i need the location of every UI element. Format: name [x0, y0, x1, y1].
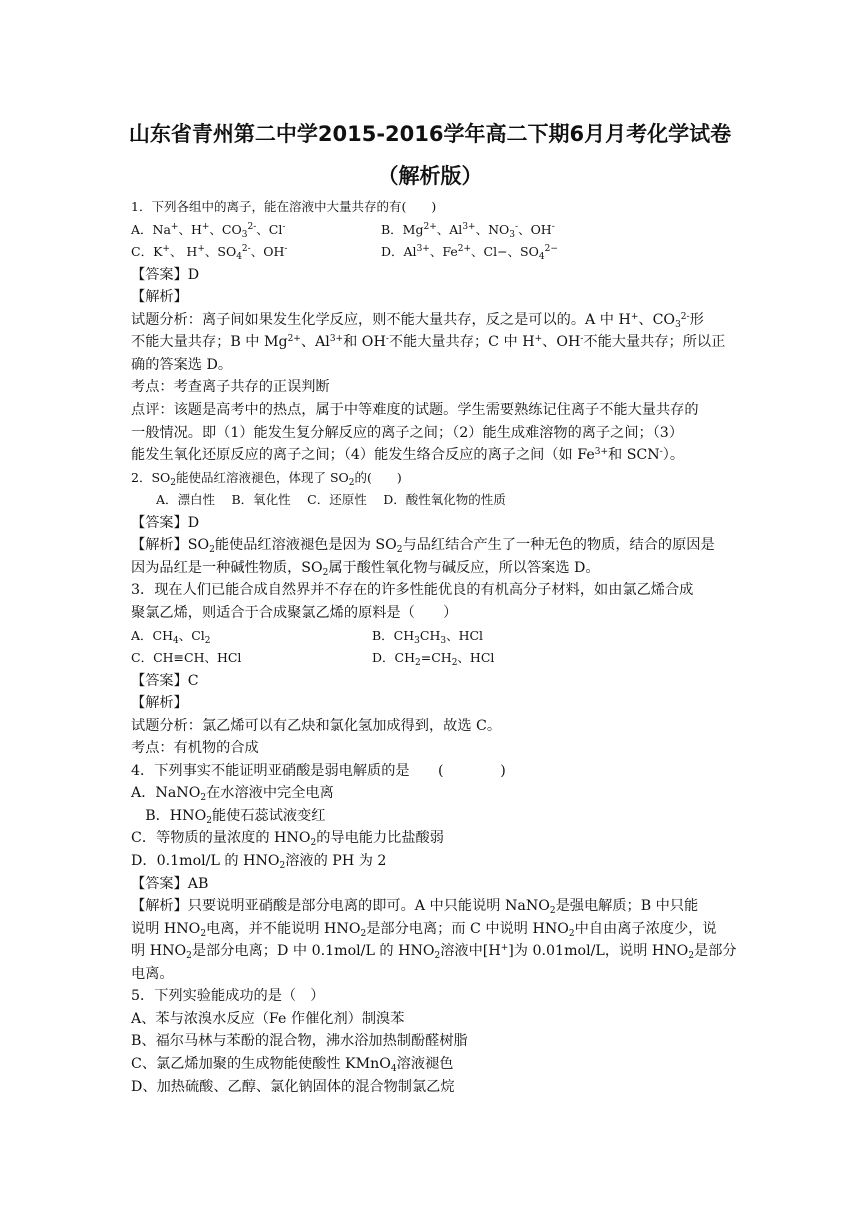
option-column [372, 626, 483, 646]
text-run: 、OH [250, 244, 285, 260]
text-run: 【解析】只要说明亚硝酸是部分电离的即可。A 中只能说明 NaNO [131, 898, 550, 915]
subscript: 2 [200, 928, 207, 939]
text-run: 和 SCN [608, 447, 660, 464]
superscript: - [580, 334, 584, 345]
subscript: 3 [509, 229, 516, 240]
superscript: 3+ [594, 447, 608, 458]
subscript: 2 [568, 928, 575, 939]
text-run: 溶液褪色 [396, 1055, 454, 1072]
text-run: A、苯与浓溴水反应（Fe 作催化剂）制溴苯 [131, 1010, 405, 1027]
superscript: 2+ [287, 334, 301, 345]
text-line [131, 242, 558, 263]
text-run: 、HCl [457, 650, 495, 665]
text-run: 的( ) [354, 469, 402, 485]
text-line [131, 400, 699, 420]
text-run: 2．SO [131, 469, 171, 485]
subscript: 4 [538, 252, 545, 263]
text-run: 聚氯乙烯，则适合于合成聚氯乙烯的原料是（ ） [131, 604, 458, 621]
text-line [131, 468, 402, 488]
text-run: 、CO [638, 311, 676, 328]
text-run: 3．现在人们已能合成自然界并不存在的许多性能优良的有机高分子材料，如由氯乙烯合成 [131, 582, 694, 599]
text-run: 【解析】 [131, 289, 188, 306]
text-run: 【解析】 [131, 695, 188, 712]
document-title-2: （解析版） [377, 164, 483, 188]
text-run: 5．下列实验能成功的是（ ） [131, 988, 325, 1005]
text-run: 溶液的 PH 为 2 [285, 853, 387, 869]
text-run: D．CH [372, 650, 415, 665]
text-line [131, 919, 717, 939]
text-line [131, 445, 684, 465]
superscript: + [162, 244, 170, 255]
text-line [131, 896, 698, 916]
subscript: 2 [360, 928, 367, 939]
text-line [131, 851, 386, 871]
superscript: - [659, 447, 663, 458]
text-run: 能发生氧化还原反应的离子之间；（4）能发生络合反应的离子之间（如 Fe [131, 447, 595, 464]
text-run: 【答案】D [131, 266, 200, 283]
text-line [131, 310, 704, 330]
subscript: 2 [186, 951, 192, 962]
text-line [131, 1054, 453, 1074]
text-line [131, 377, 330, 397]
text-run: A．CH [131, 627, 173, 643]
subscript: 4 [236, 252, 242, 263]
text-run: 、Cl [178, 627, 205, 643]
superscript: 2- [241, 244, 251, 255]
text-run: C．K [131, 244, 163, 260]
text-run: 不能大量共存；B 中 Mg [131, 334, 288, 351]
subscript: 2 [170, 477, 176, 488]
superscript: 3+ [329, 334, 344, 345]
superscript: - [385, 334, 389, 345]
text-run: D、加热硫酸、乙醇、氯化钠固体的混合物制氯乙烷 [131, 1078, 455, 1095]
text-run: 因为品红是一种碱性物质，SO [131, 559, 323, 576]
text-run: 溶液中[H [440, 943, 501, 960]
text-line [131, 603, 457, 623]
superscript: 2+ [423, 221, 437, 232]
text-run: 说明 HNO [131, 920, 201, 937]
option-column [381, 242, 558, 262]
text-line [131, 693, 188, 713]
subscript: 2 [415, 658, 421, 668]
text-run: 【答案】C [131, 672, 199, 689]
text-run: 试题分析：氯乙烯可以有乙炔和氯化氢加成得到，故选 C。 [131, 717, 502, 734]
text-run: =CH [420, 650, 452, 665]
text-run: 能使品红溶液褪色，体现了 SO [176, 469, 349, 485]
subscript: 2 [209, 545, 215, 556]
text-run: 能使品红溶液褪色是因为 SO [214, 537, 397, 554]
text-run: 不能大量共存；C 中 H [388, 334, 535, 351]
superscript: - [551, 221, 555, 232]
text-run: 、OH [542, 334, 581, 351]
text-run: CH [419, 627, 441, 643]
subscript: 2 [451, 658, 458, 668]
text-line [131, 265, 199, 285]
text-run: 、NO [475, 221, 510, 237]
text-line [131, 423, 683, 443]
superscript: + [170, 221, 179, 232]
text-run: 的导电能力比盐酸弱 [316, 830, 444, 847]
text-run: A．漂白性 B．氧化性 C．还原性 D．酸性氧化物的性质 [131, 492, 506, 508]
text-run: 确的答案选 D。 [131, 356, 233, 373]
text-line [131, 580, 693, 600]
superscript: 3+ [462, 221, 476, 232]
subscript: 3 [440, 635, 447, 646]
text-line [131, 558, 600, 578]
text-line [131, 220, 555, 240]
superscript: 2- [247, 221, 257, 232]
text-run: 是强电解质；B 中只能 [555, 898, 699, 915]
text-run: 【答案】AB [131, 875, 209, 892]
text-run: 、HCl [446, 627, 484, 643]
superscript: 2+ [457, 244, 472, 255]
text-run: 一般情况。即（1）能发生复分解反应的离子之间；（2）能生成难溶物的离子之间；（3） [131, 424, 684, 441]
option-column [372, 648, 494, 668]
text-run: 在水溶液中完全电离 [206, 785, 334, 802]
text-line [131, 874, 208, 894]
text-line [131, 986, 324, 1006]
text-run: 、CO [209, 221, 242, 237]
text-line [131, 761, 506, 781]
superscript: - [284, 244, 288, 255]
text-run: 、Fe [429, 244, 458, 260]
text-line [131, 355, 232, 375]
text-line [131, 513, 199, 533]
text-line [131, 1031, 468, 1051]
text-run: 1．下列各组中的离子，能在溶液中大量共存的有( ) [131, 199, 437, 214]
superscript: - [515, 221, 519, 232]
text-run: 试题分析：离子间如果发生化学反应，则不能大量共存，反之是可以的。A 中 H [131, 311, 631, 328]
subscript: 4 [390, 1063, 397, 1074]
subscript: 3 [241, 229, 248, 240]
text-line [131, 671, 199, 691]
subscript: 3 [414, 635, 420, 646]
superscript: 3+ [416, 244, 430, 255]
subscript: 2 [200, 793, 207, 804]
text-run: 属于酸性氧化物与碱反应，所以答案选 D。 [328, 559, 600, 576]
text-line [131, 941, 737, 961]
text-run: A．Na [131, 221, 171, 237]
text-run: 4．下列事实不能证明亚硝酸是弱电解质的是 ( ) [131, 762, 506, 779]
superscript: - [282, 221, 286, 232]
text-run: 、 H [169, 244, 198, 260]
text-line [131, 197, 436, 217]
text-run: ）。 [662, 447, 685, 464]
text-run: B．CH [372, 627, 415, 643]
subscript: 2 [434, 951, 441, 962]
superscript: + [630, 311, 639, 322]
text-run: 、Cl−、SO [471, 244, 539, 260]
text-run: 、Cl [256, 221, 283, 237]
superscript: + [197, 244, 205, 255]
subscript: 2 [204, 635, 211, 646]
superscript: 2− [544, 244, 558, 255]
text-run: 、SO [204, 244, 237, 260]
document-title-1: 山东省青州第二中学2015-2016学年高二下期6月月考化学试卷 [128, 122, 732, 146]
subscript: 2 [206, 815, 212, 826]
text-run: B．Mg [381, 221, 424, 237]
text-run: 能使石蕊试液变红 [211, 807, 326, 824]
text-run: 、H [178, 221, 202, 237]
subscript: 2 [310, 838, 317, 849]
subscript: 2 [396, 545, 403, 556]
subscript: 4 [173, 635, 179, 646]
text-line [131, 783, 334, 803]
text-run: B．HNO [131, 807, 207, 824]
text-line [131, 535, 715, 555]
superscript: 2- [680, 311, 690, 322]
text-line [131, 738, 259, 758]
text-run: 明 HNO [131, 943, 187, 960]
text-run: 、Al [300, 334, 330, 351]
text-run: 和 OH [343, 334, 386, 351]
subscript: 2 [348, 477, 355, 488]
text-run: 、Al [436, 221, 463, 237]
text-run: 中自由离子浓度少，说 [574, 920, 717, 937]
text-line [131, 626, 484, 646]
text-line [131, 332, 725, 352]
subscript: 3 [675, 319, 681, 330]
text-line [131, 287, 188, 307]
text-run: 是部分电离；D 中 0.1mol/L 的 HNO [191, 943, 435, 960]
text-line [131, 828, 444, 848]
text-line [131, 648, 495, 668]
text-line [131, 1077, 455, 1097]
superscript: + [500, 943, 509, 954]
superscript: + [201, 221, 210, 232]
subscript: 2 [279, 861, 286, 871]
option-column [381, 220, 555, 240]
text-run: 【答案】D [131, 514, 200, 531]
text-run: D．Al [381, 244, 417, 260]
text-line [131, 490, 506, 510]
text-line [131, 1009, 404, 1029]
text-run: C．CH≡CH、HCl [131, 650, 242, 665]
text-run: 是部分 [694, 943, 737, 960]
text-line [131, 716, 501, 736]
superscript: + [534, 334, 543, 345]
text-run: ]为 0.01mol/L，说明 HNO [508, 943, 689, 960]
text-run: 电离。 [131, 965, 174, 982]
subscript: 2 [549, 906, 556, 917]
text-run: 电离，并不能说明 HNO [206, 920, 361, 937]
text-run: 考点：考查离子共存的正误判断 [131, 379, 330, 396]
text-run: C．等物质的量浓度的 HNO [131, 830, 311, 847]
text-run: 【解析】SO [131, 537, 210, 554]
text-run: 是部分电离；而 C 中说明 HNO [366, 920, 569, 937]
subscript: 2 [688, 951, 695, 962]
text-run: 、OH [518, 221, 552, 237]
subscript: 2 [322, 567, 329, 578]
text-line [131, 806, 325, 826]
text-run: 形 [689, 311, 704, 328]
text-run: B、福尔马林与苯酚的混合物，沸水浴加热制酚醛树脂 [131, 1033, 468, 1050]
text-run: 与品红结合产生了一种无色的物质，结合的原因是 [402, 537, 715, 554]
text-run: A．NaNO [131, 785, 201, 802]
text-run: D．0.1mol/L 的 HNO [131, 853, 280, 869]
text-line [131, 964, 174, 984]
text-run: 考点：有机物的合成 [131, 740, 259, 757]
text-run: C、氯乙烯加聚的生成物能使酸性 KMnO [131, 1055, 391, 1072]
text-run: 点评：该题是高考中的热点，属于中等难度的试题。学生需要熟练记住离子不能大量共存的 [131, 402, 699, 418]
text-run: 不能大量共存；所以正 [583, 334, 726, 351]
